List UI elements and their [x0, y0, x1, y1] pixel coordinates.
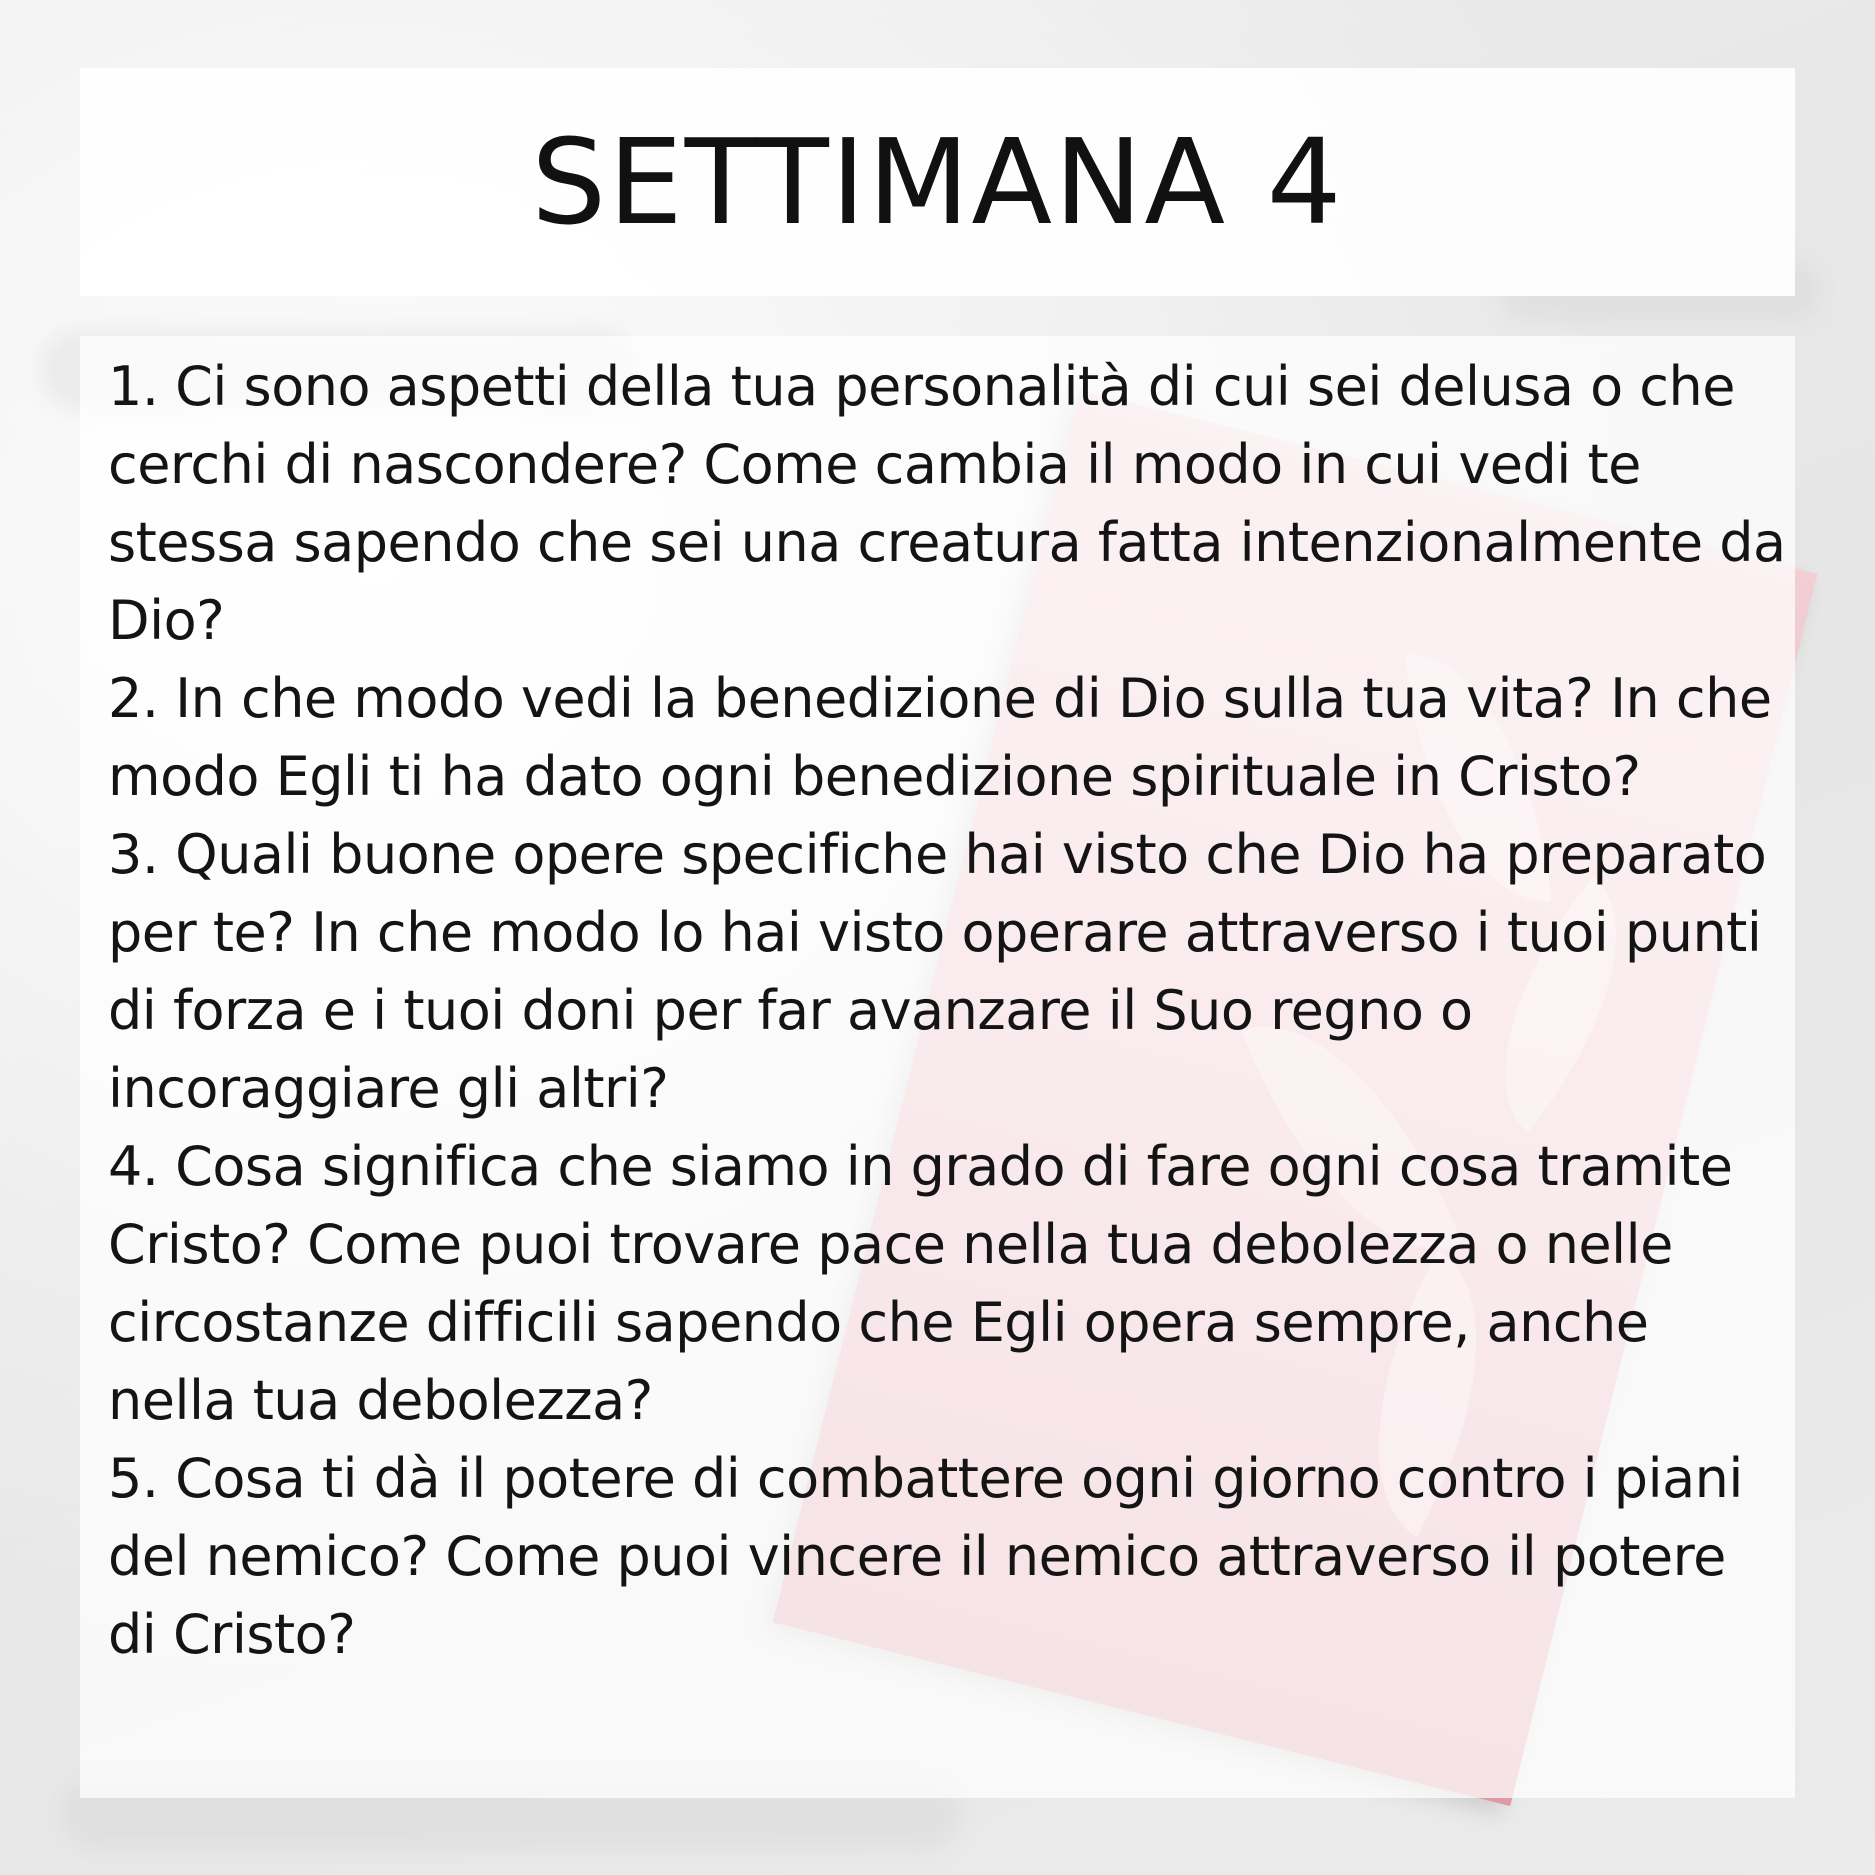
page-title: SETTIMANA 4 [531, 113, 1344, 251]
question-item: 5. Cosa ti dà il potere di combattere ogni giorno contro i piani del nemico? Come puoi vincere il nemico attraverso il potere di Cristo? [108, 1447, 1743, 1666]
question-item: 4. Cosa significa che siamo in grado di fare ogni cosa tramite Cristo? Come puoi trovare pace nella tua debolezza o nelle circostanze difficili sapendo che Egli opera sempre, anche nella tua debolezza? [108, 1135, 1733, 1432]
question-list [108, 348, 1788, 1674]
question-item: 3. Quali buone opere specifiche hai visto che Dio ha preparato per te? In che modo lo hai visto operare attraverso i tuoi punti di forza e i tuoi doni per far avanzare il Suo regno o incoraggiare gli altri? [108, 823, 1767, 1120]
questions-panel [80, 336, 1795, 1798]
title-panel [80, 68, 1795, 296]
question-item: 1. Ci sono aspetti della tua personalità di cui sei delusa o che cerchi di nascondere? Come cambia il modo in cui vedi te stessa sapendo che sei una creatura fatta intenzionalmente da Dio? [108, 355, 1786, 652]
question-item: 2. In che modo vedi la benedizione di Dio sulla tua vita? In che modo Egli ti ha dato ogni benedizione spirituale in Cristo? [108, 667, 1772, 808]
